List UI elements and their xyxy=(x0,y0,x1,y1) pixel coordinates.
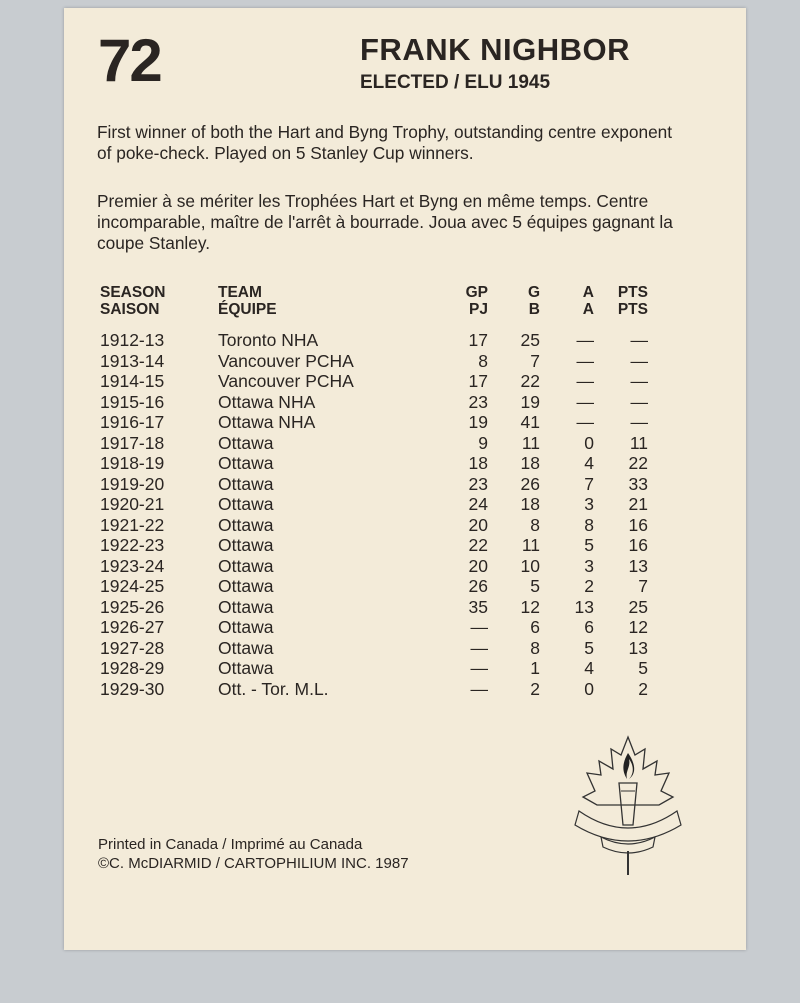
cell-gp: 18 xyxy=(468,453,488,473)
table-row xyxy=(100,679,648,700)
table-row xyxy=(100,617,648,638)
bio-english: First winner of both the Hart and Byng Trophy, outstanding centre exponent of poke-check. Played on 5 Stanley Cup winners. xyxy=(97,122,673,163)
cell-gp: 20 xyxy=(468,514,488,535)
cell-a: 3 xyxy=(584,494,594,514)
cell-g: 10 xyxy=(520,555,540,576)
header-season xyxy=(100,284,218,330)
header-label: PJ xyxy=(469,301,488,318)
cell-g: 1 xyxy=(530,658,540,678)
cell-gp: — xyxy=(470,658,488,678)
cell-pts: — xyxy=(630,391,648,412)
cell-season: 1921-22 xyxy=(100,514,165,535)
cell-gp: 23 xyxy=(468,391,488,412)
table-row xyxy=(100,576,648,597)
table-row xyxy=(100,371,648,392)
cell-gp: 17 xyxy=(468,371,488,391)
cell-season: 1927-28 xyxy=(100,637,165,658)
cell-a: 8 xyxy=(584,514,594,535)
cell-team: Ottawa xyxy=(218,453,274,473)
header-label: PTS xyxy=(617,301,648,318)
cell-team: Ott. - Tor. M.L. xyxy=(218,678,329,699)
cell-team: Ottawa xyxy=(218,555,274,576)
cell-team: Ottawa xyxy=(218,514,274,535)
cell-season: 1929-30 xyxy=(100,678,165,699)
table-row xyxy=(100,535,648,556)
cell-pts: — xyxy=(630,350,648,371)
cell-pts: 21 xyxy=(628,494,648,514)
header-label: PTS xyxy=(617,284,648,301)
cell-pts: 11 xyxy=(629,432,648,453)
cell-pts: 25 xyxy=(628,596,648,617)
header-label: A xyxy=(582,284,594,301)
cell-a: 0 xyxy=(584,678,594,699)
copyright: ©C. McDIARMID / CARTOPHILIUM INC. 1987 xyxy=(98,855,409,872)
cell-team: Vancouver PCHA xyxy=(218,350,354,371)
cell-pts: 33 xyxy=(628,473,648,494)
card-number: 72 xyxy=(98,27,161,94)
header-a xyxy=(540,284,594,330)
cell-gp: — xyxy=(470,637,488,658)
cell-team: Ottawa xyxy=(218,494,274,514)
header-label: A xyxy=(582,301,594,318)
cell-a: 6 xyxy=(584,617,594,637)
cell-gp: 17 xyxy=(468,330,488,350)
stats-table xyxy=(100,284,648,699)
cell-season: 1917-18 xyxy=(100,432,165,453)
cell-pts: — xyxy=(630,371,648,391)
cell-g: 2 xyxy=(530,678,540,699)
cell-season: 1926-27 xyxy=(100,617,165,637)
header-label: ÉQUIPE xyxy=(218,301,277,318)
cell-g: 26 xyxy=(520,473,540,494)
table-row xyxy=(100,474,648,495)
cell-team: Ottawa xyxy=(218,535,274,555)
cell-season: 1919-20 xyxy=(100,473,165,494)
hall-of-fame-logo-icon xyxy=(569,733,687,878)
cell-g: 5 xyxy=(530,576,540,596)
cell-g: 12 xyxy=(520,596,540,617)
cell-team: Ottawa xyxy=(218,473,274,494)
cell-gp: 23 xyxy=(468,473,488,494)
cell-pts: — xyxy=(630,412,648,432)
card-back xyxy=(64,8,746,950)
cell-a: 13 xyxy=(574,596,594,617)
cell-team: Ottawa xyxy=(218,576,274,596)
cell-gp: 20 xyxy=(468,555,488,576)
cell-pts: 13 xyxy=(628,637,648,658)
cell-team: Ottawa xyxy=(218,617,274,637)
cell-team: Toronto NHA xyxy=(218,330,319,350)
table-row xyxy=(100,351,648,372)
cell-gp: 8 xyxy=(478,350,488,371)
cell-gp: 9 xyxy=(478,432,488,453)
header-label: B xyxy=(528,301,540,318)
cell-season: 1916-17 xyxy=(100,412,165,432)
cell-season: 1928-29 xyxy=(100,658,165,678)
cell-gp: — xyxy=(470,617,488,637)
cell-a: — xyxy=(576,350,594,371)
cell-g: 7 xyxy=(530,350,540,371)
header-pts xyxy=(594,284,648,330)
cell-team: Vancouver PCHA xyxy=(218,371,354,391)
header-label: SEASON xyxy=(100,284,166,301)
header-gp xyxy=(436,284,488,330)
cell-team: Ottawa xyxy=(218,432,274,453)
cell-g: 8 xyxy=(530,514,540,535)
table-row xyxy=(100,330,648,351)
cell-pts: 13 xyxy=(628,555,648,576)
table-row xyxy=(100,638,648,659)
cell-pts: 2 xyxy=(638,678,648,699)
cell-g: 11 xyxy=(521,432,540,453)
elected-year: ELECTED / ELU 1945 xyxy=(360,72,551,93)
cell-g: 41 xyxy=(520,412,540,432)
cell-pts: 22 xyxy=(628,453,648,473)
cell-g: 11 xyxy=(521,535,540,555)
cell-a: — xyxy=(576,412,594,432)
cell-a: — xyxy=(576,330,594,350)
cell-gp: 35 xyxy=(468,596,488,617)
cell-a: 2 xyxy=(584,576,594,596)
cell-pts: 16 xyxy=(628,514,648,535)
table-row xyxy=(100,433,648,454)
table-row xyxy=(100,658,648,679)
cell-pts: — xyxy=(630,330,648,350)
cell-a: 7 xyxy=(584,473,594,494)
table-row xyxy=(100,556,648,577)
cell-g: 25 xyxy=(520,330,540,350)
cell-g: 18 xyxy=(520,453,540,473)
cell-season: 1913-14 xyxy=(100,350,165,371)
header-team xyxy=(218,284,436,330)
cell-a: 5 xyxy=(584,637,594,658)
cell-a: — xyxy=(576,371,594,391)
cell-season: 1915-16 xyxy=(100,391,165,412)
player-name: FRANK NIGHBOR xyxy=(360,32,630,67)
bio-french: Premier à se mériter les Trophées Hart et Byng en même temps. Centre incomparable, maître de l'arrêt à bourrade. Joua avec 5 équipes gagnant la coupe Stanley. xyxy=(97,191,673,253)
cell-gp: 26 xyxy=(468,576,488,596)
table-row xyxy=(100,494,648,515)
cell-g: 22 xyxy=(520,371,540,391)
cell-gp: 19 xyxy=(468,412,488,432)
cell-a: 3 xyxy=(584,555,594,576)
cell-season: 1925-26 xyxy=(100,596,165,617)
table-row xyxy=(100,597,648,618)
cell-gp: 22 xyxy=(468,535,488,555)
cell-team: Ottawa NHA xyxy=(218,391,316,412)
cell-season: 1923-24 xyxy=(100,555,165,576)
cell-season: 1922-23 xyxy=(100,535,165,555)
cell-team: Ottawa NHA xyxy=(218,412,316,432)
cell-a: — xyxy=(576,391,594,412)
cell-gp: — xyxy=(470,678,488,699)
cell-team: Ottawa xyxy=(218,596,274,617)
cell-season: 1912-13 xyxy=(100,330,165,350)
cell-a: 4 xyxy=(584,658,594,678)
cell-g: 18 xyxy=(520,494,540,514)
cell-team: Ottawa xyxy=(218,658,274,678)
cell-pts: 7 xyxy=(638,576,648,596)
table-row xyxy=(100,392,648,413)
table-row xyxy=(100,515,648,536)
cell-g: 8 xyxy=(530,637,540,658)
cell-season: 1924-25 xyxy=(100,576,165,596)
cell-a: 0 xyxy=(584,432,594,453)
cell-g: 6 xyxy=(530,617,540,637)
header-label: GP xyxy=(465,284,488,301)
table-row xyxy=(100,453,648,474)
cell-season: 1920-21 xyxy=(100,494,165,514)
cell-gp: 24 xyxy=(468,494,488,514)
cell-pts: 16 xyxy=(628,535,648,555)
header-label: TEAM xyxy=(218,284,262,301)
cell-team: Ottawa xyxy=(218,637,274,658)
cell-pts: 12 xyxy=(628,617,648,637)
cell-a: 4 xyxy=(584,453,594,473)
cell-g: 19 xyxy=(520,391,540,412)
table-row xyxy=(100,412,648,433)
cell-pts: 5 xyxy=(638,658,648,678)
printed-note: Printed in Canada / Imprimé au Canada xyxy=(98,836,363,853)
header-g xyxy=(488,284,540,330)
cell-season: 1918-19 xyxy=(100,453,165,473)
cell-a: 5 xyxy=(584,535,594,555)
cell-season: 1914-15 xyxy=(100,371,165,391)
header-label: SAISON xyxy=(100,301,160,318)
header-label: G xyxy=(527,284,540,301)
